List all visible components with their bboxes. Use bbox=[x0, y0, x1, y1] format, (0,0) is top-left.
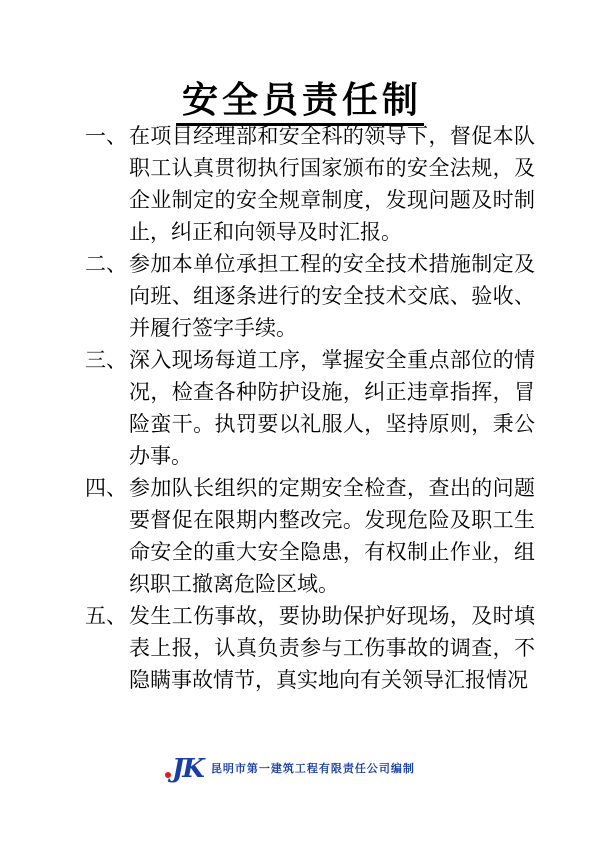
publisher-footer bbox=[165, 754, 415, 784]
item-number: 三、 bbox=[85, 348, 127, 372]
logo-dot-icon bbox=[165, 772, 171, 778]
document-title-text: 安全员责任制 bbox=[176, 80, 424, 126]
list-item bbox=[85, 248, 535, 344]
item-text: 参加本单位承担工程的安全技术措施制定及向班、组逐条进行的安全技术交底、验收、并履行签字手续。 bbox=[129, 252, 535, 340]
item-text: 发生工伤事故，要协助保护好现场，及时填表上报，认真负责参与工伤事故的调查，不隐瞒事故情节，真实地向有关领导汇报情况 bbox=[129, 604, 535, 692]
list-item bbox=[85, 600, 535, 696]
item-number: 一、 bbox=[85, 124, 127, 148]
item-text: 参加队长组织的定期安全检查，查出的问题要督促在限期内整改完。发现危险及职工生命安全的重大安全隐患，有权制止作业，组织职工撤离危险区域。 bbox=[129, 476, 535, 596]
responsibility-list bbox=[85, 120, 535, 696]
list-item bbox=[85, 120, 535, 248]
document-title bbox=[0, 78, 600, 124]
item-text: 深入现场每道工序，掌握安全重点部位的情况，检查各种防护设施，纠正违章指挥，冒险蛮干。执罚要以礼服人，坚持原则，秉公办事。 bbox=[129, 348, 535, 468]
logo-letters: JK bbox=[172, 754, 203, 784]
company-logo bbox=[165, 754, 203, 784]
list-item bbox=[85, 344, 535, 472]
item-number: 五、 bbox=[85, 604, 127, 628]
item-number: 四、 bbox=[85, 476, 127, 500]
item-number: 二、 bbox=[85, 252, 127, 276]
publisher-name: 昆明市第一建筑工程有限责任公司编制 bbox=[210, 762, 415, 775]
item-text: 在项目经理部和安全科的领导下，督促本队职工认真贯彻执行国家颁布的安全法规，及企业制定的安全规章制度，发现问题及时制止，纠正和向领导及时汇报。 bbox=[129, 124, 535, 244]
list-item bbox=[85, 472, 535, 600]
